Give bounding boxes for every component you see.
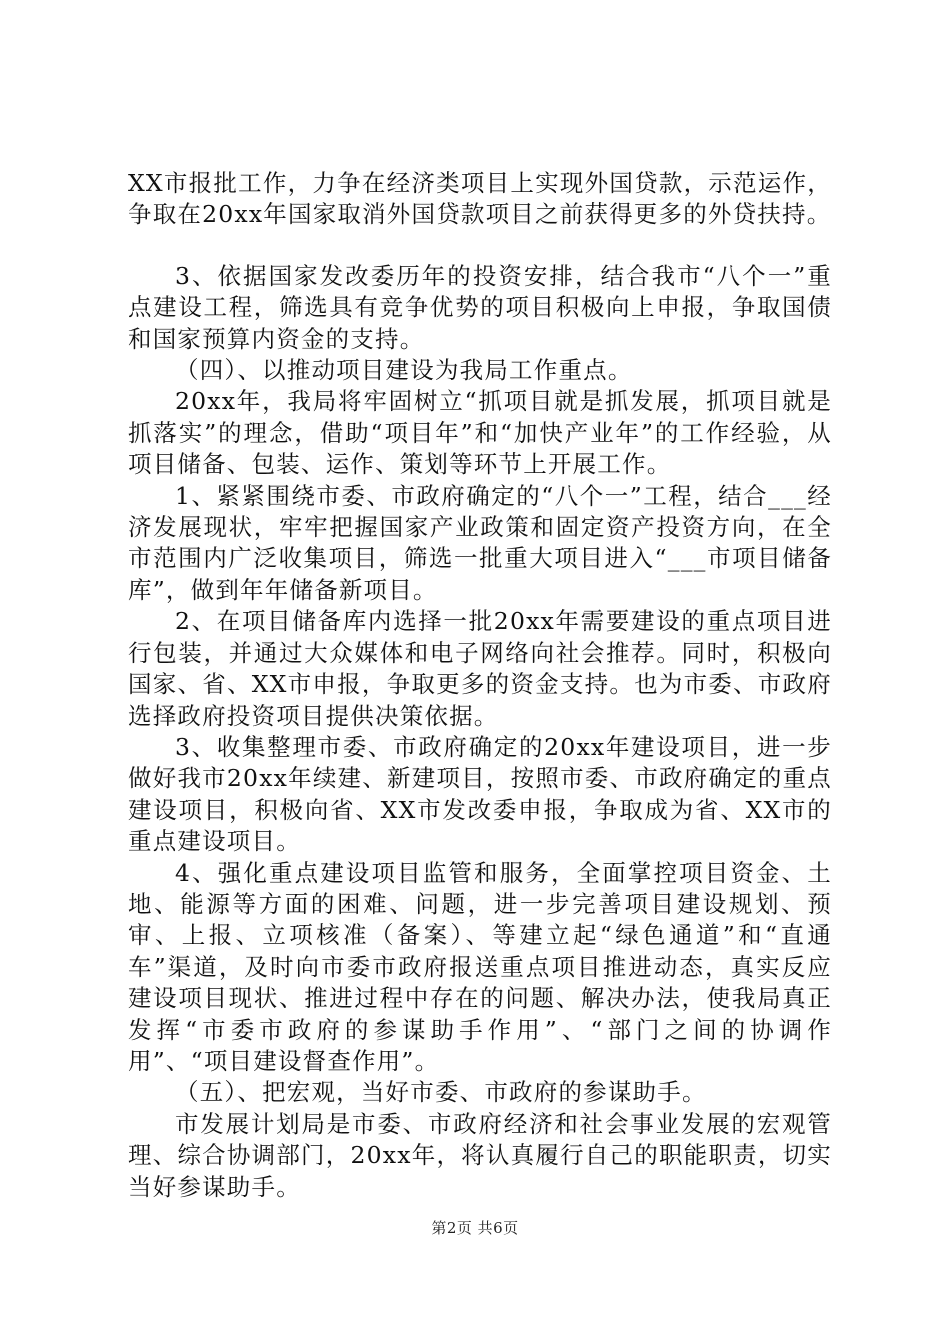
paragraph-item-2: 2、在项目储备库内选择一批20xx年需要建设的重点项目进行包装，并通过大众媒体和电子网络向社会推荐。同时，积极向国家、省、XX市申报，争取更多的资金支持。也为市委、市政府选择政府投资项目提供决策依据。: [128, 607, 832, 730]
paragraph-item-4: 4、强化重点建设项目监管和服务，全面掌控项目资金、土地、能源等方面的困难、问题，进一步完善项目建设规划、预审、上报、立项核准（备案）、等建立起“绿色通道”和“直通车”渠道，及时向市委市政府报送重点项目推进动态，真实反应建设项目现状、推进过程中存在的问题、解决办法，使我局真正发挥“市委市政府的参谋助手作用”、“部门之间的协调作用”、“项目建设督查作用”。: [128, 858, 832, 1075]
paragraph-item-3-national-investment: 3、依据国家发改委历年的投资安排，结合我市“八个一”重点建设工程，筛选具有竞争优势的项目积极向上申报，争取国债和国家预算内资金的支持。: [128, 261, 832, 353]
section-heading-4: （四）、以推动项目建设为我局工作重点。: [175, 356, 633, 385]
section-heading-5: （五）、把宏观，当好市委、市政府的参谋助手。: [175, 1078, 707, 1107]
paragraph-continuation: XX市报批工作，力争在经济类项目上实现外国贷款，示范运作，争取在20xx年国家取消外国贷款项目之前获得更多的外贷扶持。: [128, 169, 832, 229]
document-body: [128, 168, 832, 1203]
page-footer: 第2页 共6页: [431, 1219, 519, 1237]
paragraph-planning-bureau: 市发展计划局是市委、市政府经济和社会事业发展的宏观管理、综合协调部门，20xx年，将认真履行自己的职能职责，切实当好参谋助手。: [128, 1109, 832, 1201]
paragraph-item-1: 1、紧紧围绕市委、市政府确定的“八个一”工程，结合___经济发展现状，牢牢把握国家产业政策和固定资产投资方向，在全市范围内广泛收集项目，筛选一批重大项目进入“___市项目储备库”，做到年年储备新项目。: [128, 481, 832, 604]
paragraph-project-year: 20xx年，我局将牢固树立“抓项目就是抓发展，抓项目就是抓落实”的理念，借助“项目年”和“加快产业年”的工作经验，从项目储备、包装、运作、策划等环节上开展工作。: [128, 387, 832, 479]
paragraph-item-3: 3、收集整理市委、市政府确定的20xx年建设项目，进一步做好我市20xx年续建、新建项目，按照市委、市政府确定的重点建设项目，积极向省、XX市发改委申报，争取成为省、XX市的重点建设项目。: [128, 732, 832, 856]
